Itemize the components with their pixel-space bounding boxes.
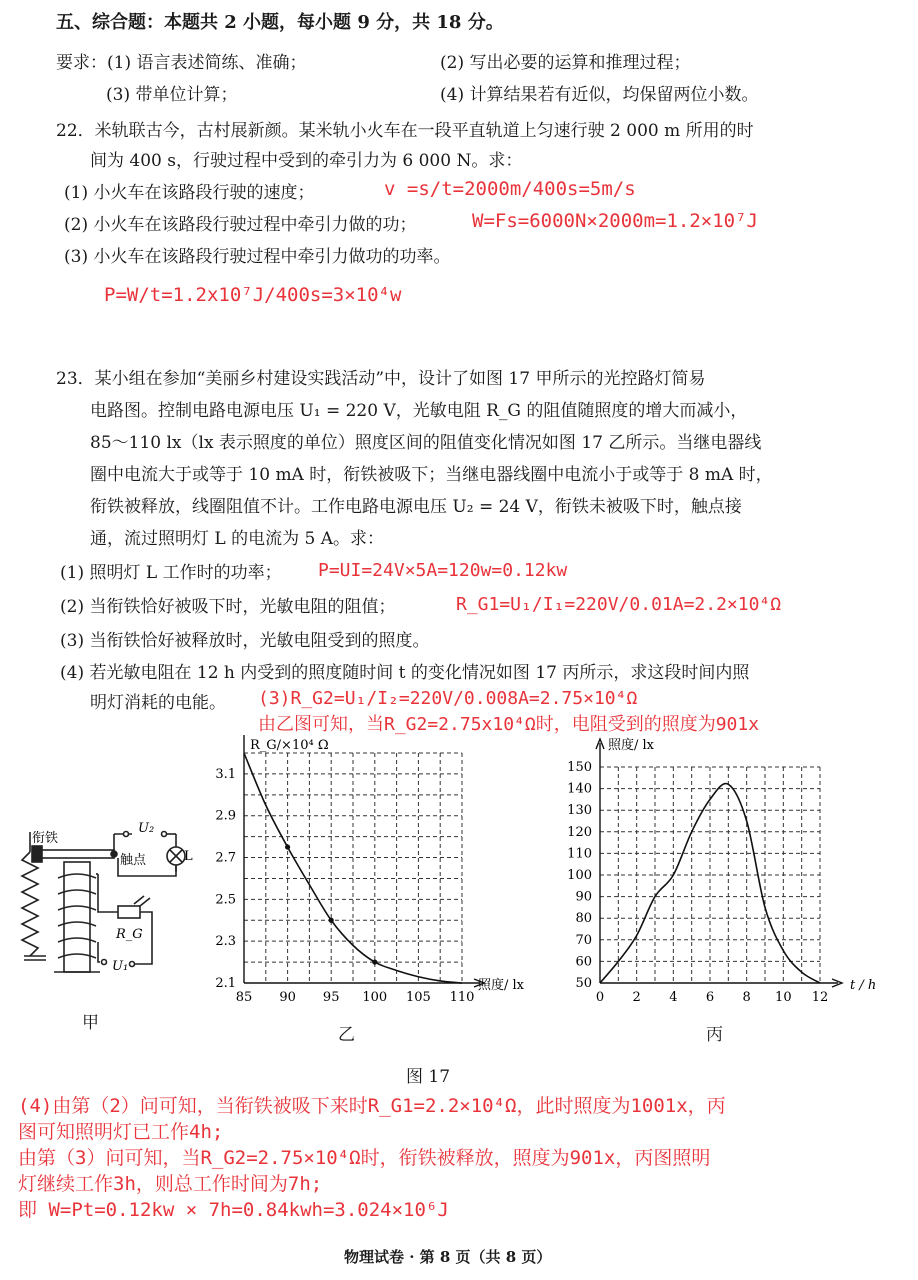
bing-ytick-label: 130 [567, 803, 592, 819]
requirement-4: (4) 计算结果若有近似，均保留两位小数。 [440, 85, 759, 105]
q23-answer-1: P=UI=24V×5A=120w=0.12kw [318, 560, 568, 581]
q23-part-4-line-2: 明灯消耗的电能。 [90, 693, 226, 713]
yi-ylabel: R_G/×10⁴ Ω [250, 738, 329, 753]
bing-xtick-label: 2 [632, 990, 641, 1005]
answer4-line-3: 由第（3）问可知，当R_G2=2.75×10⁴Ω时，衔铁被释放，照度为901x，丙图照明 [18, 1147, 711, 1169]
yi-data-point [329, 918, 334, 923]
q23-answer-2: R_G1=U₁/I₁=220V/0.01A=2.2×10⁴Ω [456, 594, 782, 615]
bing-ytick-label: 50 [575, 976, 592, 991]
q22-answer-2: W=Fs=6000N×2000m=1.2×10⁷J [472, 210, 758, 232]
bing-ytick-label: 120 [567, 824, 592, 840]
q23-stem-line-3: 85～110 lx（lx 表示照度的单位）照度区间的阻值变化情况如图 17 乙所示。当继电器线 [90, 433, 762, 453]
bing-ytick-label: 100 [567, 868, 592, 883]
answer4-line-1: (4)由第（2）问可知，当衔铁被吸下来时R_G1=2.2×10⁴Ω，此时照度为1001x，丙 [18, 1095, 726, 1117]
figure-caption: 图 17 [406, 1067, 451, 1087]
bing-xtick-label: 8 [742, 990, 751, 1005]
yi-ytick-label: 3.1 [215, 766, 236, 782]
bing-xtick-label: 6 [705, 990, 715, 1005]
requirement-1: 要求：(1) 语言表述简练、准确； [56, 53, 307, 73]
yi-ytick-label: 2.3 [215, 934, 236, 950]
yi-xtick-label: 110 [449, 990, 475, 1005]
q22-stem-line-1: 22．米轨联古今，古村展新颜。某米轨小火车在一段平直轨道上匀速行驶 2 000 m 所用的时 [56, 121, 754, 141]
figure-yi-chart [200, 735, 560, 1010]
bing-xlabel: t / h [850, 978, 877, 993]
answer4-line-4: 灯继续工作3h，则总工作时间为7h; [18, 1173, 323, 1195]
u2-label: U₂ [138, 821, 155, 836]
lamp-label: L [184, 849, 193, 864]
bing-ytick-label: 60 [575, 954, 592, 970]
bing-ytick-label: 80 [575, 911, 592, 927]
q22-answer-1: v =s/t=2000m/400s=5m/s [384, 178, 636, 200]
bing-xtick-label: 4 [669, 990, 678, 1005]
figure-bing-label: 丙 [706, 1025, 723, 1045]
bing-ytick-label: 150 [567, 760, 592, 775]
figure-bing-chart [560, 735, 895, 1010]
contact-label: 触点 [120, 853, 147, 868]
armature-label: 衔铁 [32, 831, 59, 846]
bing-xtick-label: 12 [811, 990, 829, 1005]
yi-xtick-label: 95 [322, 990, 340, 1005]
figure-yi-label: 乙 [338, 1025, 355, 1045]
bing-series-line [600, 784, 820, 983]
figure-jia-circuit [18, 812, 193, 992]
q23-part-1: (1) 照明灯 L 工作时的功率； [60, 563, 282, 583]
bing-ytick-label: 90 [575, 889, 592, 905]
yi-ytick-label: 2.5 [215, 892, 236, 908]
bing-ylabel: 照度/ lx [608, 738, 655, 753]
q22-part-2: (2) 小火车在该路段行驶过程中牵引力做的功； [64, 215, 417, 235]
q23-stem-line-1: 23．某小组在参加“美丽乡村建设实践活动”中，设计了如图 17 甲所示的光控路灯简易 [56, 369, 706, 389]
yi-xtick-label: 100 [362, 990, 388, 1005]
yi-xtick-label: 90 [279, 990, 296, 1005]
yi-data-point [372, 959, 377, 964]
q22-part-1: (1) 小火车在该路段行驶的速度； [64, 183, 315, 203]
yi-xlabel: 照度/ lx [478, 978, 525, 993]
requirement-2: (2) 写出必要的运算和推理过程； [440, 53, 691, 73]
q23-part-2: (2) 当衔铁恰好被吸下时，光敏电阻的阻值； [60, 597, 396, 617]
figure-jia-label: 甲 [82, 1013, 99, 1033]
q22-stem-line-2: 间为 400 s，行驶过程中受到的牵引力为 6 000 N。求： [90, 151, 523, 171]
q22-part-3: (3) 小火车在该路段行驶过程中牵引力做功的功率。 [64, 247, 451, 267]
q23-stem-line-5: 衔铁被释放，线圈阻值不计。工作电路电源电压 U₂ = 24 V，衔铁未被吸下时，触点接 [90, 497, 742, 517]
q23-stem-line-2: 电路图。控制电路电源电压 U₁ = 220 V，光敏电阻 R_G 的阻值随照度的增大而减小， [90, 401, 748, 421]
bing-ytick-label: 140 [567, 781, 592, 797]
q23-answer-3-line-1: (3)R_G2=U₁/I₂=220V/0.008A=2.75×10⁴Ω [258, 688, 638, 709]
page-footer: 物理试卷 · 第 8 页（共 8 页） [344, 1248, 552, 1266]
q23-stem-line-4: 圈中电流大于或等于 10 mA 时，衔铁被吸下；当继电器线圈中电流小于或等于 8 mA 时， [90, 465, 773, 485]
answer4-line-2: 图可知照明灯已工作4h; [18, 1121, 224, 1143]
rg-label: R_G [116, 927, 143, 942]
yi-ytick-label: 2.7 [215, 850, 236, 866]
yi-xtick-label: 105 [405, 990, 431, 1005]
q23-part-4-line-1: (4) 若光敏电阻在 12 h 内受到的照度随时间 t 的变化情况如图 17 丙所示，求这段时间内照 [60, 663, 750, 683]
bing-xtick-label: 10 [775, 990, 792, 1005]
yi-ytick-label: 2.1 [215, 976, 236, 991]
q22-answer-3: P=W/t=1.2x10⁷J/400s=3×10⁴w [104, 284, 402, 306]
yi-xtick-label: 85 [235, 990, 253, 1005]
q23-part-3: (3) 当衔铁恰好被释放时，光敏电阻受到的照度。 [60, 631, 430, 651]
answer4-line-5: 即 W=Pt=0.12kw × 7h=0.84kwh=3.024×10⁶J [18, 1199, 449, 1221]
u1-label: U₁ [112, 959, 129, 974]
bing-ytick-label: 70 [575, 932, 592, 948]
bing-ytick-label: 110 [567, 846, 592, 862]
section-title: 五、综合题：本题共 2 小题，每小题 9 分，共 18 分。 [56, 12, 504, 33]
yi-ytick-label: 2.9 [215, 808, 236, 824]
q23-stem-line-6: 通，流过照明灯 L 的电流为 5 A。求： [90, 529, 384, 549]
requirement-3: (3) 带单位计算； [106, 85, 238, 105]
q23-answer-3-line-2: 由乙图可知，当R_G2=2.75x10⁴Ω时，电阻受到的照度为901x [258, 714, 760, 735]
bing-xtick-label: 0 [595, 990, 605, 1005]
yi-data-point [285, 844, 290, 849]
